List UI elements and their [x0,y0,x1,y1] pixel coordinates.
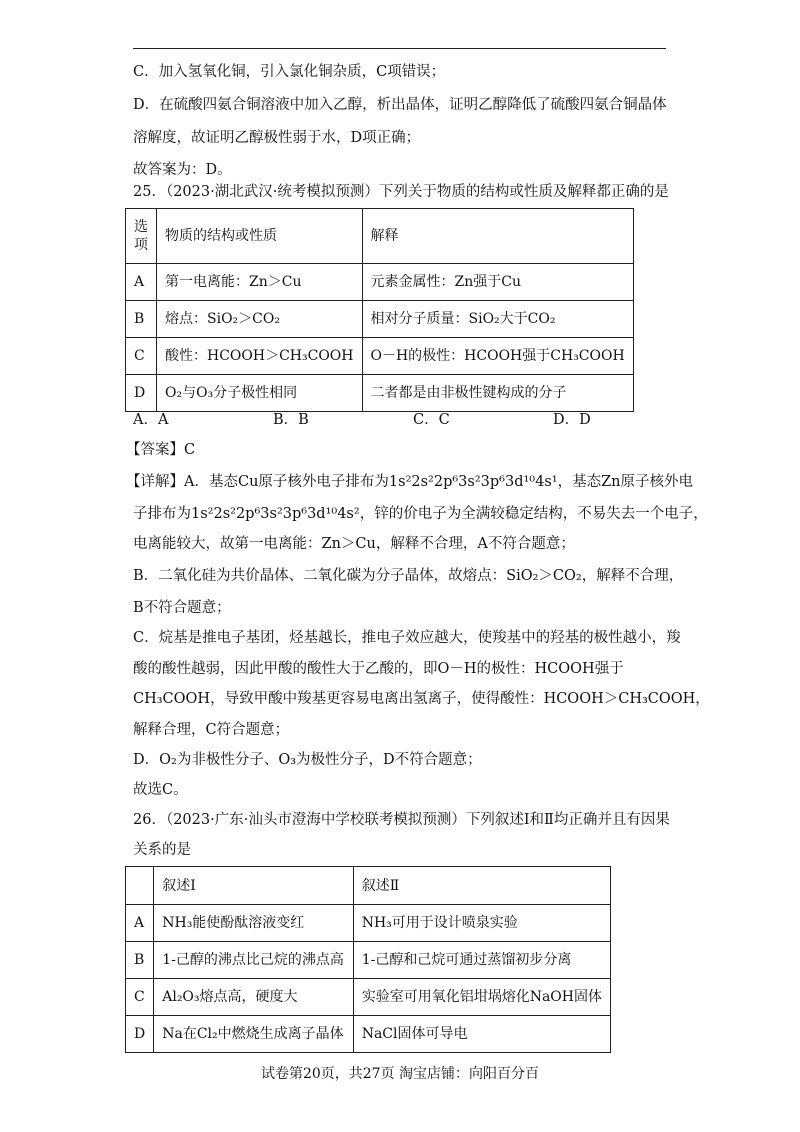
prev-answer: 故答案为：D。 [133,162,232,178]
choice-b: B．B [273,412,309,428]
prev-option-d-line2: 溶解度，故证明乙醇极性弱于水，D项正确； [133,130,421,146]
option-label: D [126,375,157,412]
question-26-table [125,866,611,1053]
option-label: B [126,301,157,338]
explanation-cell: 元素金属性：Zn强于Cu [362,264,633,301]
detail-b-line1: B．二氧化硅为共价晶体、二氧化碳为分子晶体，故熔点：SiO₂＞CO₂，解释不合理， [133,568,684,584]
option-label: A [126,264,157,301]
header-blank [126,867,154,905]
statement-1-cell: Na在Cl₂中燃烧生成离子晶体 [154,1016,353,1053]
option-label: D [126,1016,154,1053]
prev-option-c: C．加入氢氧化铜，引入氯化铜杂质，C项错误； [133,64,446,80]
question-26-stem-line2: 关系的是 [133,842,191,858]
table-row [126,338,634,375]
detail-c-line1: C．烷基是推电子基团，烃基越长，推电子效应越大，使羧基中的羟基的极性越小，羧 [133,630,681,646]
explanation-cell: O－H的极性：HCOOH强于CH₃COOH [362,338,633,375]
property-cell: 酸性：HCOOH＞CH₃COOH [157,338,363,375]
detail-a-line3: 电离能较大，故第一电离能：Zn＞Cu，解释不合理，A不符合题意； [133,536,575,552]
table-row [126,1016,611,1053]
header-option [126,209,157,264]
header-statement-2: 叙述Ⅱ [353,867,610,905]
detail-a-line1: 【详解】A．基态Cu原子核外电子排布为1s²2s²2p⁶3s²3p⁶3d¹⁰4s¹，基态Zn原子核外电 [126,474,694,490]
question-25-stem: 25．（2023·湖北武汉·统考模拟预测）下列关于物质的结构或性质及解释都正确的是 [133,184,669,200]
detail-b-line2: B不符合题意； [133,600,231,616]
table-row [126,301,634,338]
table-row [126,264,634,301]
question-25-table [125,208,634,412]
property-cell: 第一电离能：Zn＞Cu [157,264,363,301]
prev-option-d-line1: D．在硫酸四氨合铜溶液中加入乙醇，析出晶体，证明乙醇降低了硫酸四氨合铜晶体 [133,97,667,113]
table-row [126,905,611,942]
page-footer: 试卷第20页，共27页 淘宝店铺：向阳百分百 [260,1066,540,1082]
detail-c-line4: 解释合理，C符合题意； [133,722,290,738]
statement-1-cell: Al₂O₃熔点高，硬度大 [154,979,353,1016]
option-label: B [126,942,154,979]
table-row [126,979,611,1016]
explanation-cell: 相对分子质量：SiO₂大于CO₂ [362,301,633,338]
choice-a: A．A [133,412,169,428]
detail-c-line3: CH₃COOH，导致甲酸中羧基更容易电离出氢离子，使得酸性：HCOOH＞CH₃COOH， [133,691,710,707]
table-header-row [126,209,634,264]
answer-label: 【答案】C [126,442,196,458]
statement-1-cell: 1-己醇的沸点比己烷的沸点高 [154,942,353,979]
choice-d: D．D [553,412,591,428]
choice-c: C．C [413,412,450,428]
detail-d-line: D．O₂为非极性分子、O₃为极性分子，D不符合题意； [133,752,482,768]
option-label: C [126,979,154,1016]
statement-2-cell: 实验室可用氧化铝坩埚熔化NaOH固体 [353,979,610,1016]
conclusion: 故选C。 [133,782,188,798]
table-header-row [126,867,611,905]
table-row [126,375,634,412]
statement-2-cell: 1-己醇和己烷可通过蒸馏初步分离 [353,942,610,979]
header-option-line1: 选 [134,219,148,235]
option-label: C [126,338,157,375]
detail-c-line2: 酸的酸性越弱，因此甲酸的酸性大于乙酸的，即O－H的极性：HCOOH强于 [133,661,624,677]
detail-a-line2: 子排布为1s²2s²2p⁶3s²3p⁶3d¹⁰4s²，锌的价电子为全满较稳定结构，不易失去一个电子， [133,506,708,522]
statement-1-cell: NH₃能使酚酞溶液变红 [154,905,353,942]
header-statement-1: 叙述Ⅰ [154,867,353,905]
header-property: 物质的结构或性质 [157,209,363,264]
statement-2-cell: NH₃可用于设计喷泉实验 [353,905,610,942]
property-cell: O₂与O₃分子极性相同 [157,375,363,412]
header-option-line2: 项 [134,237,148,253]
question-26-stem-line1: 26．（2023·广东·汕头市澄海中学校联考模拟预测）下列叙述Ⅰ和Ⅱ均正确并且有因果 [133,812,670,828]
statement-2-cell: NaCl固体可导电 [353,1016,610,1053]
table-row [126,942,611,979]
explanation-cell: 二者都是由非极性键构成的分子 [362,375,633,412]
header-rule [133,48,666,49]
option-label: A [126,905,154,942]
header-explanation: 解释 [362,209,633,264]
property-cell: 熔点：SiO₂＞CO₂ [157,301,363,338]
